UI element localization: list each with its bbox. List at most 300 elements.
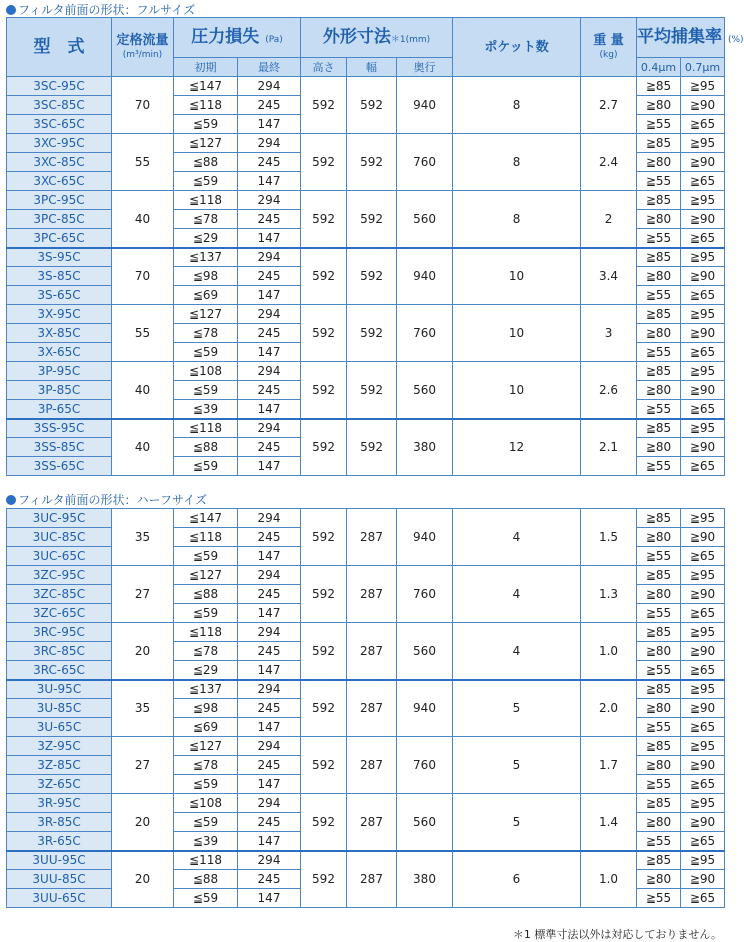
efficiency-07-cell: ≧90 xyxy=(681,438,725,457)
model-cell: 3P-95C xyxy=(7,362,112,381)
efficiency-07-cell: ≧90 xyxy=(681,870,725,889)
efficiency-04-cell: ≧55 xyxy=(637,832,681,851)
weight-cell: 2.0 xyxy=(581,680,637,737)
model-cell: 3ZC-95C xyxy=(7,566,112,585)
depth-cell: 940 xyxy=(397,680,453,737)
pockets-cell: 8 xyxy=(453,77,581,134)
width-cell: 287 xyxy=(347,623,397,680)
initial-loss-cell: ≦59 xyxy=(174,547,238,566)
initial-loss-cell: ≦127 xyxy=(174,737,238,756)
weight-cell: 1.5 xyxy=(581,509,637,566)
final-loss-cell: 245 xyxy=(238,642,301,661)
efficiency-07-cell: ≧65 xyxy=(681,547,725,566)
height-cell: 592 xyxy=(301,305,347,362)
final-loss-cell: 245 xyxy=(238,585,301,604)
header-dimensions-note: ＊1 xyxy=(390,35,406,45)
efficiency-07-cell: ≧90 xyxy=(681,96,725,115)
efficiency-07-cell: ≧90 xyxy=(681,210,725,229)
model-cell: 3SS-65C xyxy=(7,457,112,476)
efficiency-07-cell: ≧95 xyxy=(681,134,725,153)
model-cell: 3R-65C xyxy=(7,832,112,851)
final-loss-cell: 147 xyxy=(238,172,301,191)
efficiency-04-cell: ≧85 xyxy=(637,134,681,153)
header-rated-flow xyxy=(112,18,174,77)
height-cell: 592 xyxy=(301,509,347,566)
initial-loss-cell: ≦88 xyxy=(174,438,238,457)
width-cell: 592 xyxy=(347,134,397,191)
efficiency-07-cell: ≧90 xyxy=(681,699,725,718)
final-loss-cell: 245 xyxy=(238,267,301,286)
initial-loss-cell: ≦39 xyxy=(174,832,238,851)
pockets-cell: 10 xyxy=(453,362,581,419)
efficiency-07-cell: ≧65 xyxy=(681,343,725,362)
model-cell: 3Z-95C xyxy=(7,737,112,756)
height-cell: 592 xyxy=(301,77,347,134)
rated-flow-cell: 55 xyxy=(112,305,174,362)
model-cell: 3S-95C xyxy=(7,248,112,267)
weight-cell: 1.3 xyxy=(581,566,637,623)
initial-loss-cell: ≦147 xyxy=(174,77,238,96)
initial-loss-cell: ≦118 xyxy=(174,419,238,438)
efficiency-07-cell: ≧95 xyxy=(681,305,725,324)
width-cell: 592 xyxy=(347,248,397,305)
width-cell: 287 xyxy=(347,851,397,908)
initial-loss-cell: ≦59 xyxy=(174,115,238,134)
header-efficiency xyxy=(637,18,744,58)
efficiency-04-cell: ≧85 xyxy=(637,623,681,642)
pockets-cell: 8 xyxy=(453,134,581,191)
model-cell: 3XC-65C xyxy=(7,172,112,191)
width-cell: 592 xyxy=(347,305,397,362)
pockets-cell: 10 xyxy=(453,305,581,362)
depth-cell: 760 xyxy=(397,737,453,794)
table-row xyxy=(7,134,725,153)
header-pressure-loss-label: 圧力損失 xyxy=(191,27,260,47)
initial-loss-cell: ≦88 xyxy=(174,153,238,172)
header-efficiency-unit: (%) xyxy=(727,35,744,45)
weight-cell: 2 xyxy=(581,191,637,248)
header-weight-label: 重 量 xyxy=(593,33,624,48)
efficiency-07-cell: ≧90 xyxy=(681,813,725,832)
initial-loss-cell: ≦118 xyxy=(174,96,238,115)
model-cell: 3SC-95C xyxy=(7,77,112,96)
efficiency-04-cell: ≧80 xyxy=(637,642,681,661)
height-cell: 592 xyxy=(301,794,347,851)
initial-loss-cell: ≦137 xyxy=(174,680,238,699)
model-cell: 3UC-95C xyxy=(7,509,112,528)
pockets-cell: 5 xyxy=(453,737,581,794)
efficiency-07-cell: ≧90 xyxy=(681,267,725,286)
model-cell: 3RC-95C xyxy=(7,623,112,642)
depth-cell: 760 xyxy=(397,134,453,191)
header-rated-flow-label: 定格流量 xyxy=(116,33,169,48)
width-cell: 592 xyxy=(347,362,397,419)
efficiency-04-cell: ≧55 xyxy=(637,343,681,362)
rated-flow-cell: 35 xyxy=(112,680,174,737)
final-loss-cell: 245 xyxy=(238,210,301,229)
pockets-cell: 5 xyxy=(453,680,581,737)
efficiency-04-cell: ≧85 xyxy=(637,794,681,813)
pockets-cell: 8 xyxy=(453,191,581,248)
model-cell: 3SS-95C xyxy=(7,419,112,438)
initial-loss-cell: ≦78 xyxy=(174,642,238,661)
table-row xyxy=(7,566,725,585)
final-loss-cell: 245 xyxy=(238,324,301,343)
model-cell: 3U-95C xyxy=(7,680,112,699)
final-loss-cell: 294 xyxy=(238,851,301,870)
final-loss-cell: 147 xyxy=(238,457,301,476)
model-cell: 3X-65C xyxy=(7,343,112,362)
height-cell: 592 xyxy=(301,680,347,737)
height-cell: 592 xyxy=(301,851,347,908)
initial-loss-cell: ≦59 xyxy=(174,604,238,623)
efficiency-07-cell: ≧95 xyxy=(681,623,725,642)
initial-loss-cell: ≦78 xyxy=(174,210,238,229)
height-cell: 592 xyxy=(301,362,347,419)
weight-cell: 3.4 xyxy=(581,248,637,305)
section-title-half xyxy=(6,491,207,507)
final-loss-cell: 245 xyxy=(238,756,301,775)
efficiency-04-cell: ≧80 xyxy=(637,210,681,229)
efficiency-07-cell: ≧65 xyxy=(681,172,725,191)
model-cell: 3PC-85C xyxy=(7,210,112,229)
height-cell: 592 xyxy=(301,566,347,623)
weight-cell: 1.4 xyxy=(581,794,637,851)
header-dimensions-unit: (mm) xyxy=(405,35,431,45)
efficiency-04-cell: ≧85 xyxy=(637,362,681,381)
final-loss-cell: 294 xyxy=(238,737,301,756)
initial-loss-cell: ≦39 xyxy=(174,400,238,419)
width-cell: 287 xyxy=(347,509,397,566)
efficiency-04-cell: ≧55 xyxy=(637,661,681,680)
initial-loss-cell: ≦98 xyxy=(174,267,238,286)
spec-table-half-body xyxy=(7,509,725,908)
final-loss-cell: 245 xyxy=(238,813,301,832)
efficiency-04-cell: ≧85 xyxy=(637,851,681,870)
initial-loss-cell: ≦59 xyxy=(174,381,238,400)
rated-flow-cell: 27 xyxy=(112,737,174,794)
weight-cell: 2.7 xyxy=(581,77,637,134)
final-loss-cell: 294 xyxy=(238,623,301,642)
rated-flow-cell: 20 xyxy=(112,851,174,908)
efficiency-04-cell: ≧80 xyxy=(637,438,681,457)
rated-flow-cell: 40 xyxy=(112,419,174,476)
final-loss-cell: 294 xyxy=(238,77,301,96)
header-pressure-loss xyxy=(174,18,301,58)
depth-cell: 380 xyxy=(397,419,453,476)
pockets-cell: 4 xyxy=(453,509,581,566)
weight-cell: 1.0 xyxy=(581,851,637,908)
width-cell: 592 xyxy=(347,191,397,248)
efficiency-04-cell: ≧80 xyxy=(637,870,681,889)
efficiency-07-cell: ≧90 xyxy=(681,585,725,604)
header-rated-flow-unit: (m³/min) xyxy=(122,50,163,60)
rated-flow-cell: 27 xyxy=(112,566,174,623)
efficiency-04-cell: ≧80 xyxy=(637,528,681,547)
efficiency-04-cell: ≧85 xyxy=(637,248,681,267)
model-cell: 3RC-85C xyxy=(7,642,112,661)
final-loss-cell: 294 xyxy=(238,794,301,813)
efficiency-04-cell: ≧85 xyxy=(637,191,681,210)
model-cell: 3UU-85C xyxy=(7,870,112,889)
table-row xyxy=(7,77,725,96)
pockets-cell: 10 xyxy=(453,248,581,305)
table-row xyxy=(7,305,725,324)
initial-loss-cell: ≦59 xyxy=(174,343,238,362)
final-loss-cell: 147 xyxy=(238,775,301,794)
final-loss-cell: 147 xyxy=(238,604,301,623)
efficiency-04-cell: ≧80 xyxy=(637,324,681,343)
efficiency-07-cell: ≧95 xyxy=(681,851,725,870)
model-cell: 3S-85C xyxy=(7,267,112,286)
table-row xyxy=(7,680,725,699)
header-final: 最終 xyxy=(238,58,301,77)
efficiency-04-cell: ≧80 xyxy=(637,96,681,115)
spec-table-full xyxy=(6,17,744,476)
efficiency-07-cell: ≧95 xyxy=(681,362,725,381)
final-loss-cell: 245 xyxy=(238,438,301,457)
model-cell: 3UU-95C xyxy=(7,851,112,870)
efficiency-04-cell: ≧55 xyxy=(637,457,681,476)
initial-loss-cell: ≦127 xyxy=(174,566,238,585)
final-loss-cell: 245 xyxy=(238,870,301,889)
model-cell: 3UC-85C xyxy=(7,528,112,547)
table-row xyxy=(7,794,725,813)
final-loss-cell: 147 xyxy=(238,661,301,680)
section-title-half-text: フィルタ前面の形状：ハーフサイズ xyxy=(18,493,208,507)
efficiency-04-cell: ≧85 xyxy=(637,680,681,699)
initial-loss-cell: ≦98 xyxy=(174,699,238,718)
model-cell: 3UC-65C xyxy=(7,547,112,566)
depth-cell: 940 xyxy=(397,248,453,305)
rated-flow-cell: 70 xyxy=(112,77,174,134)
model-cell: 3U-65C xyxy=(7,718,112,737)
initial-loss-cell: ≦29 xyxy=(174,661,238,680)
table-row xyxy=(7,419,725,438)
final-loss-cell: 294 xyxy=(238,509,301,528)
initial-loss-cell: ≦88 xyxy=(174,585,238,604)
table-row xyxy=(7,851,725,870)
efficiency-04-cell: ≧80 xyxy=(637,153,681,172)
depth-cell: 380 xyxy=(397,851,453,908)
pockets-cell: 5 xyxy=(453,794,581,851)
initial-loss-cell: ≦118 xyxy=(174,528,238,547)
height-cell: 592 xyxy=(301,623,347,680)
header-eff-07: 0.7μm xyxy=(681,58,725,77)
final-loss-cell: 245 xyxy=(238,381,301,400)
efficiency-04-cell: ≧80 xyxy=(637,756,681,775)
efficiency-07-cell: ≧90 xyxy=(681,324,725,343)
width-cell: 592 xyxy=(347,419,397,476)
header-pockets: ポケット数 xyxy=(453,18,581,77)
efficiency-07-cell: ≧95 xyxy=(681,77,725,96)
efficiency-04-cell: ≧55 xyxy=(637,547,681,566)
rated-flow-cell: 40 xyxy=(112,191,174,248)
model-cell: 3P-65C xyxy=(7,400,112,419)
final-loss-cell: 294 xyxy=(238,362,301,381)
model-cell: 3Z-85C xyxy=(7,756,112,775)
efficiency-07-cell: ≧65 xyxy=(681,604,725,623)
efficiency-04-cell: ≧55 xyxy=(637,172,681,191)
final-loss-cell: 245 xyxy=(238,699,301,718)
weight-cell: 1.0 xyxy=(581,623,637,680)
efficiency-04-cell: ≧55 xyxy=(637,400,681,419)
efficiency-04-cell: ≧55 xyxy=(637,775,681,794)
model-cell: 3PC-65C xyxy=(7,229,112,248)
final-loss-cell: 147 xyxy=(238,718,301,737)
model-cell: 3S-65C xyxy=(7,286,112,305)
efficiency-04-cell: ≧55 xyxy=(637,229,681,248)
depth-cell: 560 xyxy=(397,362,453,419)
efficiency-04-cell: ≧80 xyxy=(637,699,681,718)
section-title-full-text: フィルタ前面の形状：フルサイズ xyxy=(18,3,196,17)
initial-loss-cell: ≦78 xyxy=(174,324,238,343)
efficiency-04-cell: ≧55 xyxy=(637,718,681,737)
header-efficiency-label: 平均捕集率 xyxy=(637,27,723,47)
initial-loss-cell: ≦78 xyxy=(174,756,238,775)
final-loss-cell: 294 xyxy=(238,566,301,585)
initial-loss-cell: ≦127 xyxy=(174,134,238,153)
efficiency-04-cell: ≧55 xyxy=(637,115,681,134)
efficiency-07-cell: ≧65 xyxy=(681,832,725,851)
model-cell: 3XC-95C xyxy=(7,134,112,153)
final-loss-cell: 147 xyxy=(238,832,301,851)
efficiency-07-cell: ≧90 xyxy=(681,756,725,775)
initial-loss-cell: ≦118 xyxy=(174,851,238,870)
initial-loss-cell: ≦59 xyxy=(174,172,238,191)
height-cell: 592 xyxy=(301,737,347,794)
pockets-cell: 6 xyxy=(453,851,581,908)
spec-table-full-body xyxy=(7,77,725,476)
model-cell: 3Z-65C xyxy=(7,775,112,794)
depth-cell: 760 xyxy=(397,305,453,362)
height-cell: 592 xyxy=(301,134,347,191)
model-cell: 3R-95C xyxy=(7,794,112,813)
footnote: ＊1 標準寸法以外は対応しておりません。 xyxy=(512,928,722,941)
efficiency-07-cell: ≧65 xyxy=(681,718,725,737)
table-row xyxy=(7,623,725,642)
efficiency-07-cell: ≧95 xyxy=(681,737,725,756)
initial-loss-cell: ≦69 xyxy=(174,718,238,737)
efficiency-04-cell: ≧85 xyxy=(637,737,681,756)
efficiency-07-cell: ≧95 xyxy=(681,191,725,210)
efficiency-07-cell: ≧65 xyxy=(681,775,725,794)
final-loss-cell: 294 xyxy=(238,419,301,438)
efficiency-04-cell: ≧55 xyxy=(637,286,681,305)
width-cell: 287 xyxy=(347,566,397,623)
pockets-cell: 4 xyxy=(453,566,581,623)
efficiency-07-cell: ≧65 xyxy=(681,286,725,305)
final-loss-cell: 147 xyxy=(238,115,301,134)
width-cell: 287 xyxy=(347,680,397,737)
header-initial: 初期 xyxy=(174,58,238,77)
table-row xyxy=(7,248,725,267)
efficiency-07-cell: ≧65 xyxy=(681,400,725,419)
header-pressure-loss-unit: (Pa) xyxy=(265,35,283,45)
weight-cell: 2.6 xyxy=(581,362,637,419)
section-title-full xyxy=(6,1,195,17)
rated-flow-cell: 55 xyxy=(112,134,174,191)
header-width: 幅 xyxy=(347,58,397,77)
rated-flow-cell: 35 xyxy=(112,509,174,566)
rated-flow-cell: 20 xyxy=(112,623,174,680)
weight-cell: 1.7 xyxy=(581,737,637,794)
rated-flow-cell: 40 xyxy=(112,362,174,419)
model-cell: 3ZC-85C xyxy=(7,585,112,604)
model-cell: 3SC-65C xyxy=(7,115,112,134)
initial-loss-cell: ≦108 xyxy=(174,794,238,813)
efficiency-07-cell: ≧95 xyxy=(681,680,725,699)
width-cell: 287 xyxy=(347,737,397,794)
table-row xyxy=(7,191,725,210)
bullet-icon xyxy=(6,495,16,505)
efficiency-04-cell: ≧85 xyxy=(637,419,681,438)
rated-flow-cell: 20 xyxy=(112,794,174,851)
header-model: 型 式 xyxy=(7,18,112,77)
model-cell: 3SS-85C xyxy=(7,438,112,457)
width-cell: 287 xyxy=(347,794,397,851)
pockets-cell: 4 xyxy=(453,623,581,680)
model-cell: 3U-85C xyxy=(7,699,112,718)
header-height: 高さ xyxy=(301,58,347,77)
initial-loss-cell: ≦29 xyxy=(174,229,238,248)
final-loss-cell: 245 xyxy=(238,528,301,547)
model-cell: 3X-85C xyxy=(7,324,112,343)
header-depth: 奥行 xyxy=(397,58,453,77)
model-cell: 3RC-65C xyxy=(7,661,112,680)
table-row xyxy=(7,737,725,756)
efficiency-07-cell: ≧95 xyxy=(681,248,725,267)
model-cell: 3XC-85C xyxy=(7,153,112,172)
model-cell: 3UU-65C xyxy=(7,889,112,908)
header-dimensions-label: 外形寸法 xyxy=(322,27,391,47)
header-eff-04: 0.4μm xyxy=(637,58,681,77)
header-dimensions xyxy=(301,18,453,58)
final-loss-cell: 147 xyxy=(238,400,301,419)
height-cell: 592 xyxy=(301,419,347,476)
header-weight-unit: (kg) xyxy=(599,50,618,60)
initial-loss-cell: ≦69 xyxy=(174,286,238,305)
efficiency-07-cell: ≧65 xyxy=(681,457,725,476)
efficiency-07-cell: ≧90 xyxy=(681,153,725,172)
efficiency-04-cell: ≧85 xyxy=(637,509,681,528)
model-cell: 3SC-85C xyxy=(7,96,112,115)
model-cell: 3ZC-65C xyxy=(7,604,112,623)
efficiency-07-cell: ≧95 xyxy=(681,419,725,438)
efficiency-04-cell: ≧85 xyxy=(637,77,681,96)
efficiency-07-cell: ≧95 xyxy=(681,566,725,585)
depth-cell: 560 xyxy=(397,794,453,851)
efficiency-07-cell: ≧65 xyxy=(681,115,725,134)
efficiency-07-cell: ≧95 xyxy=(681,794,725,813)
efficiency-04-cell: ≧55 xyxy=(637,889,681,908)
pockets-cell: 12 xyxy=(453,419,581,476)
model-cell: 3R-85C xyxy=(7,813,112,832)
final-loss-cell: 294 xyxy=(238,305,301,324)
depth-cell: 940 xyxy=(397,77,453,134)
table-row xyxy=(7,509,725,528)
initial-loss-cell: ≦59 xyxy=(174,775,238,794)
final-loss-cell: 294 xyxy=(238,680,301,699)
initial-loss-cell: ≦118 xyxy=(174,623,238,642)
depth-cell: 760 xyxy=(397,566,453,623)
initial-loss-cell: ≦118 xyxy=(174,191,238,210)
final-loss-cell: 245 xyxy=(238,153,301,172)
depth-cell: 560 xyxy=(397,191,453,248)
final-loss-cell: 147 xyxy=(238,889,301,908)
spec-table-half xyxy=(6,508,725,908)
efficiency-07-cell: ≧90 xyxy=(681,381,725,400)
